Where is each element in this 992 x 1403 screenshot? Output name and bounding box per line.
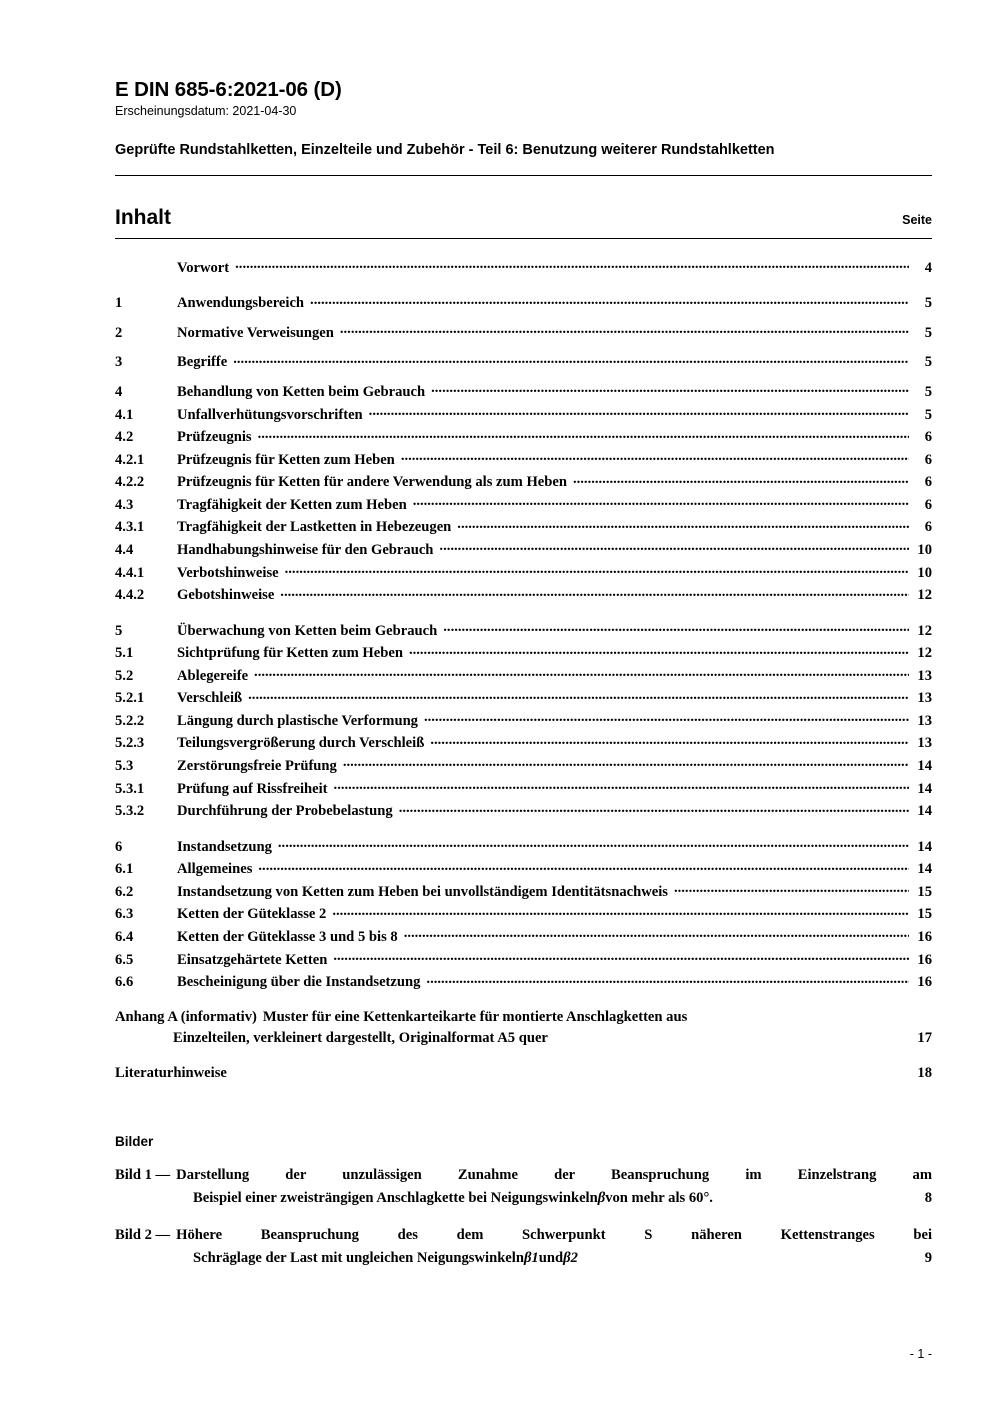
toc-entry[interactable] — [115, 255, 932, 278]
toc-entry-number: 4.2 — [115, 429, 134, 446]
toc-entry-number: 6.4 — [115, 928, 134, 945]
toc-entry-number: 6.5 — [115, 951, 134, 968]
table-of-contents — [115, 255, 932, 992]
toc-entry-label: Ketten der Güteklasse 2 — [177, 906, 327, 923]
page-number: - 1 - — [909, 1347, 932, 1361]
toc-entry-page: 5 — [924, 354, 932, 371]
toc-spacer — [115, 343, 932, 350]
toc-entry-number: 5.2 — [115, 667, 134, 684]
toc-entry-page: 5 — [924, 295, 932, 312]
toc-entry-page: 14 — [917, 780, 932, 797]
toc-entry[interactable] — [115, 857, 932, 880]
toc-entry-label: Allgemeines — [177, 861, 253, 878]
literature-label: Literaturhinweise — [115, 1065, 227, 1082]
toc-entry[interactable] — [115, 560, 932, 583]
figure-entry-2[interactable] — [115, 1227, 932, 1267]
toc-entry[interactable] — [115, 291, 932, 314]
toc-entry-label: Verbotshinweise — [177, 564, 279, 581]
toc-entry-label: Tragfähigkeit der Lastketten in Hebezeugen — [177, 519, 452, 536]
toc-spacer — [115, 372, 932, 379]
toc-entry-label: Teilungsvergrößerung durch Verschleiß — [177, 735, 425, 752]
toc-entry-label: Prüfzeugnis für Ketten zum Heben — [177, 451, 395, 468]
toc-entry-page: 14 — [917, 861, 932, 878]
figure-2-line-2a: Schräglage der Last mit ungleichen Neigungswinkeln — [193, 1249, 524, 1266]
toc-entry-number: 5 — [115, 622, 123, 639]
toc-entry-number: 4.2.2 — [115, 474, 145, 491]
toc-entry[interactable] — [115, 708, 932, 731]
toc-entry[interactable] — [115, 924, 932, 947]
toc-entry-page: 6 — [924, 451, 932, 468]
toc-entry-number: 5.2.2 — [115, 712, 145, 729]
toc-entry-label: Prüfzeugnis — [177, 429, 252, 446]
figure-2-symbol-beta-1: β1 — [523, 1249, 539, 1266]
figure-1-line-2b: von mehr als 60°. — [605, 1190, 713, 1207]
leader-dots — [333, 949, 909, 964]
toc-divider — [115, 238, 932, 239]
toc-spacer — [115, 278, 932, 291]
toc-entry-label: Längung durch plastische Verformung — [177, 712, 418, 729]
toc-entry-label: Überwachung von Ketten beim Gebrauch — [177, 622, 438, 639]
toc-entry-page: 15 — [917, 906, 932, 923]
leader-dots — [404, 926, 909, 941]
toc-entry-label: Tragfähigkeit der Ketten zum Heben — [177, 496, 407, 513]
toc-entry-number: 4.3 — [115, 496, 134, 513]
figure-2-line-1: Höhere Beanspruchung des dem Schwerpunkt S näheren Kettenstranges bei — [176, 1227, 932, 1244]
toc-entry[interactable] — [115, 379, 932, 402]
leader-dots — [278, 836, 909, 851]
toc-entry-label: Gebotshinweise — [177, 587, 275, 604]
toc-literature-entry[interactable] — [115, 1063, 932, 1083]
toc-entry-page: 16 — [917, 974, 932, 991]
document-title: Geprüfte Rundstahlketten, Einzelteile und Zubehör - Teil 6: Benutzung weiterer Rundstahlketten — [115, 142, 775, 158]
toc-annex-entry[interactable] — [115, 1008, 932, 1028]
toc-entry[interactable] — [115, 320, 932, 343]
toc-heading: Inhalt — [115, 206, 171, 230]
leader-dots — [399, 801, 909, 816]
toc-entry[interactable] — [115, 402, 932, 425]
toc-entry-label: Verschleiß — [177, 690, 243, 707]
leader-dots — [401, 449, 909, 464]
toc-entry-page: 12 — [917, 645, 932, 662]
leader-dots — [715, 1187, 923, 1202]
toc-entry-page: 14 — [917, 758, 932, 775]
leader-dots — [343, 755, 909, 770]
toc-entry-page: 12 — [917, 622, 932, 639]
toc-entry-page: 10 — [917, 564, 932, 581]
toc-entry-number: 4.3.1 — [115, 519, 145, 536]
toc-entry-number: 6.1 — [115, 861, 134, 878]
leader-dots — [430, 733, 909, 748]
leader-dots — [431, 381, 909, 396]
toc-entry-label: Normative Verweisungen — [177, 324, 334, 341]
toc-spacer — [115, 605, 932, 618]
toc-entry[interactable] — [115, 947, 932, 970]
figure-2-symbol-beta-2: β2 — [563, 1249, 578, 1266]
leader-dots — [332, 904, 909, 919]
figure-1-symbol-beta: β — [597, 1190, 606, 1207]
leader-dots — [310, 293, 909, 308]
leader-dots — [674, 881, 909, 896]
toc-entry-label: Ablegereife — [177, 667, 249, 684]
toc-entry[interactable] — [115, 492, 932, 515]
toc-entry-number: 5.2.3 — [115, 735, 145, 752]
figure-2-line-2b: und — [538, 1249, 564, 1266]
toc-entry-page: 13 — [917, 690, 932, 707]
toc-header — [115, 206, 932, 230]
toc-entry-label: Prüfung auf Rissfreiheit — [177, 780, 328, 797]
toc-entry-number: 5.3 — [115, 758, 134, 775]
figure-1-line-2a: Beispiel einer zweisträngigen Anschlagkette bei Neigungswinkeln — [193, 1190, 598, 1207]
leader-dots — [258, 859, 909, 874]
toc-entry[interactable] — [115, 618, 932, 641]
annex-line-1: Muster für eine Kettenkarteikarte für montierte Anschlagketten aus — [262, 1008, 688, 1025]
toc-entry[interactable] — [115, 663, 932, 686]
toc-entry-label: Einsatzgehärtete Ketten — [177, 951, 328, 968]
leader-dots — [443, 620, 909, 635]
toc-entry-page: 16 — [917, 928, 932, 945]
annex-line-2: Einzelteilen, verkleinert dargestellt, Originalformat A5 quer — [173, 1030, 548, 1047]
toc-entry-label: Bescheinigung über die Instandsetzung — [177, 974, 421, 991]
toc-entry-page: 5 — [924, 406, 932, 423]
toc-entry-label: Instandsetzung — [177, 838, 272, 855]
annex-label: Anhang A (informativ) — [115, 1008, 257, 1025]
toc-entry[interactable] — [115, 834, 932, 857]
toc-entry-page: 12 — [917, 587, 932, 604]
toc-entry-number: 5.3.1 — [115, 780, 145, 797]
document-header — [115, 78, 932, 176]
toc-entry-label: Zerstörungsfreie Prüfung — [177, 758, 337, 775]
toc-entry-number: 5.2.1 — [115, 690, 145, 707]
toc-entry-label: Durchführung der Probebelastung — [177, 803, 393, 820]
toc-entry[interactable] — [115, 515, 932, 538]
toc-entry-label: Behandlung von Ketten beim Gebrauch — [177, 384, 426, 401]
toc-entry-number: 4.4.1 — [115, 564, 145, 581]
toc-entry[interactable] — [115, 776, 932, 799]
document-number: E DIN 685-6:2021-06 (D) — [115, 78, 342, 101]
leader-dots — [285, 562, 909, 577]
toc-entry-number: 4 — [115, 384, 123, 401]
toc-entry[interactable] — [115, 798, 932, 821]
leader-dots — [426, 972, 909, 987]
literature-page: 18 — [917, 1065, 932, 1082]
toc-entry[interactable] — [115, 902, 932, 925]
leader-dots — [573, 472, 909, 487]
toc-entry-label: Instandsetzung von Ketten zum Heben bei unvollständigem Identitätsnachweis — [177, 883, 668, 900]
leader-dots — [334, 778, 909, 793]
publication-date: Erscheinungsdatum: 2021-04-30 — [115, 104, 297, 118]
toc-entry-label: Sichtprüfung für Ketten zum Heben — [177, 645, 403, 662]
figure-1-page: 8 — [924, 1190, 932, 1207]
toc-entry-number: 2 — [115, 324, 123, 341]
toc-entry-label: Anwendungsbereich — [177, 295, 305, 312]
leader-dots — [369, 404, 909, 419]
toc-entry[interactable] — [115, 879, 932, 902]
leader-dots — [413, 494, 909, 509]
leader-dots — [457, 517, 909, 532]
figure-1-line-1: Darstellung der unzulässigen Zunahme der Beanspruchung im Einzelstrang am — [176, 1167, 932, 1184]
toc-entry-page: 15 — [917, 883, 932, 900]
leader-dots — [280, 585, 909, 600]
leader-dots — [409, 643, 909, 658]
leader-dots — [551, 1028, 915, 1043]
toc-entry[interactable] — [115, 731, 932, 754]
toc-entry-page: 10 — [917, 541, 932, 558]
toc-entry[interactable] — [115, 686, 932, 709]
toc-entry-page: 6 — [924, 474, 932, 491]
leader-dots — [580, 1247, 923, 1262]
figure-entry-1[interactable] — [115, 1167, 932, 1207]
figure-2-page: 9 — [924, 1249, 932, 1266]
leader-dots — [235, 257, 909, 272]
toc-entry[interactable] — [115, 640, 932, 663]
leader-dots — [233, 352, 909, 367]
leader-dots — [254, 665, 909, 680]
toc-entry-number: 5.1 — [115, 645, 134, 662]
toc-entry-label: Handhabungshinweise für den Gebrauch — [177, 541, 434, 558]
toc-entry-label: Vorwort — [177, 259, 230, 276]
toc-entry-label: Ketten der Güteklasse 3 und 5 bis 8 — [177, 928, 398, 945]
toc-entry-page: 13 — [917, 735, 932, 752]
toc-spacer — [115, 821, 932, 834]
toc-entry[interactable] — [115, 447, 932, 470]
toc-entry-page: 5 — [924, 324, 932, 341]
toc-entry-number: 3 — [115, 354, 123, 371]
figure-1-label: Bild 1 — — [115, 1167, 171, 1184]
toc-entry[interactable] — [115, 350, 932, 373]
figures-heading: Bilder — [115, 1134, 154, 1150]
toc-entry-number: 6.2 — [115, 883, 134, 900]
figure-2-label: Bild 2 — — [115, 1227, 171, 1244]
toc-spacer — [115, 313, 932, 320]
annex-text — [263, 1008, 932, 1028]
toc-entry-number: 6.3 — [115, 906, 134, 923]
toc-entry-page: 5 — [924, 384, 932, 401]
toc-entry-number: 1 — [115, 295, 123, 312]
leader-dots — [230, 1063, 915, 1078]
toc-entry-page: 6 — [924, 429, 932, 446]
toc-entry-number: 4.1 — [115, 406, 134, 423]
toc-entry-page: 13 — [917, 667, 932, 684]
toc-entry-number: 4.2.1 — [115, 451, 145, 468]
toc-annex-entry-line2[interactable] — [115, 1028, 932, 1049]
toc-entry-label: Unfallverhütungsvorschriften — [177, 406, 363, 423]
toc-page-column-label: Seite — [902, 213, 932, 228]
leader-dots — [258, 427, 909, 442]
toc-entry-page: 16 — [917, 951, 932, 968]
toc-entry[interactable] — [115, 582, 932, 605]
toc-entry-page: 14 — [917, 838, 932, 855]
leader-dots — [340, 322, 909, 337]
toc-entry-page: 14 — [917, 803, 932, 820]
toc-entry[interactable] — [115, 470, 932, 493]
toc-entry[interactable] — [115, 424, 932, 447]
toc-entry-number: 4.4.2 — [115, 587, 145, 604]
toc-entry-label: Begriffe — [177, 354, 228, 371]
toc-entry[interactable] — [115, 753, 932, 776]
header-divider — [115, 175, 932, 176]
toc-entry[interactable] — [115, 537, 932, 560]
toc-entry-number: 6 — [115, 838, 123, 855]
toc-entry-page: 6 — [924, 519, 932, 536]
toc-entry-number: 4.4 — [115, 541, 134, 558]
toc-entry[interactable] — [115, 969, 932, 992]
annex-page: 17 — [917, 1030, 932, 1047]
toc-entry-page: 13 — [917, 712, 932, 729]
toc-entry-number: 6.6 — [115, 974, 134, 991]
toc-entry-page: 4 — [924, 259, 932, 276]
leader-dots — [248, 688, 909, 703]
toc-entry-label: Prüfzeugnis für Ketten für andere Verwendung als zum Heben — [177, 474, 567, 491]
leader-dots — [439, 539, 909, 554]
toc-entry-page: 6 — [924, 496, 932, 513]
leader-dots — [424, 710, 909, 725]
toc-entry-number: 5.3.2 — [115, 803, 145, 820]
